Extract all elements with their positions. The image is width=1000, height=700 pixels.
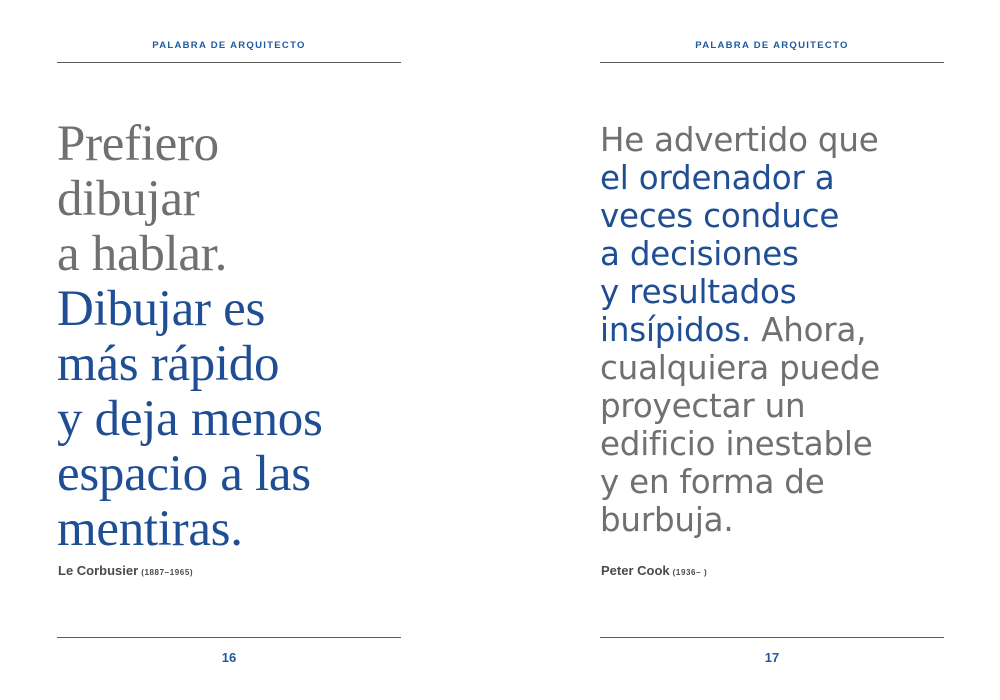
quote-line: mentiras. — [57, 501, 243, 557]
bottom-rule — [600, 637, 944, 638]
quote-line — [600, 121, 880, 159]
quote-segment: He advertido que — [600, 121, 879, 159]
left-page — [57, 0, 401, 700]
quote-line — [600, 387, 880, 425]
quote-line: Dibujar es — [57, 281, 266, 337]
quote-line — [600, 501, 880, 539]
quote-line — [600, 235, 880, 273]
bottom-rule — [57, 637, 401, 638]
author-dates: (1936– ) — [672, 568, 708, 577]
page-number: 17 — [764, 650, 780, 665]
running-head: PALABRA DE ARQUITECTO — [695, 40, 849, 51]
quote-segment: insípidos. — [600, 311, 752, 349]
quote-segment: y resultados — [600, 273, 797, 311]
running-head: PALABRA DE ARQUITECTO — [152, 40, 306, 51]
right-page — [600, 0, 944, 700]
quote-segment: proyectar un — [600, 387, 806, 425]
quote-line: dibujar — [57, 171, 200, 227]
quote-line — [600, 463, 880, 501]
top-rule — [57, 62, 401, 63]
quote-le-corbusier — [57, 117, 323, 557]
quote-line: espacio a las — [57, 446, 311, 502]
quote-line — [600, 425, 880, 463]
quote-segment: edificio inestable — [600, 425, 873, 463]
quote-line — [600, 159, 880, 197]
quote-segment: y en forma de — [600, 463, 825, 501]
quote-segment: a decisiones — [600, 235, 799, 273]
quote-line — [600, 197, 880, 235]
top-rule — [600, 62, 944, 63]
quote-segment: burbuja. — [600, 501, 734, 539]
quote-segment: Ahora, — [751, 311, 867, 349]
quote-line — [600, 349, 880, 387]
quote-peter-cook — [600, 121, 880, 539]
author-name: Peter Cook — [601, 563, 670, 578]
quote-segment: el ordenador a — [600, 159, 835, 197]
quote-segment: veces conduce — [600, 197, 840, 235]
page-number: 16 — [221, 650, 237, 665]
quote-line — [600, 273, 880, 311]
quote-line: Prefiero — [57, 116, 219, 172]
quote-line — [600, 311, 880, 349]
quote-line: más rápido — [57, 336, 280, 392]
author-name: Le Corbusier — [58, 563, 139, 578]
quote-line: y deja menos — [57, 391, 323, 447]
attribution — [58, 563, 193, 578]
quote-line: a hablar. — [57, 226, 228, 282]
attribution — [601, 563, 707, 578]
author-dates: (1887–1965) — [141, 568, 194, 577]
quote-segment: cualquiera puede — [600, 349, 880, 387]
